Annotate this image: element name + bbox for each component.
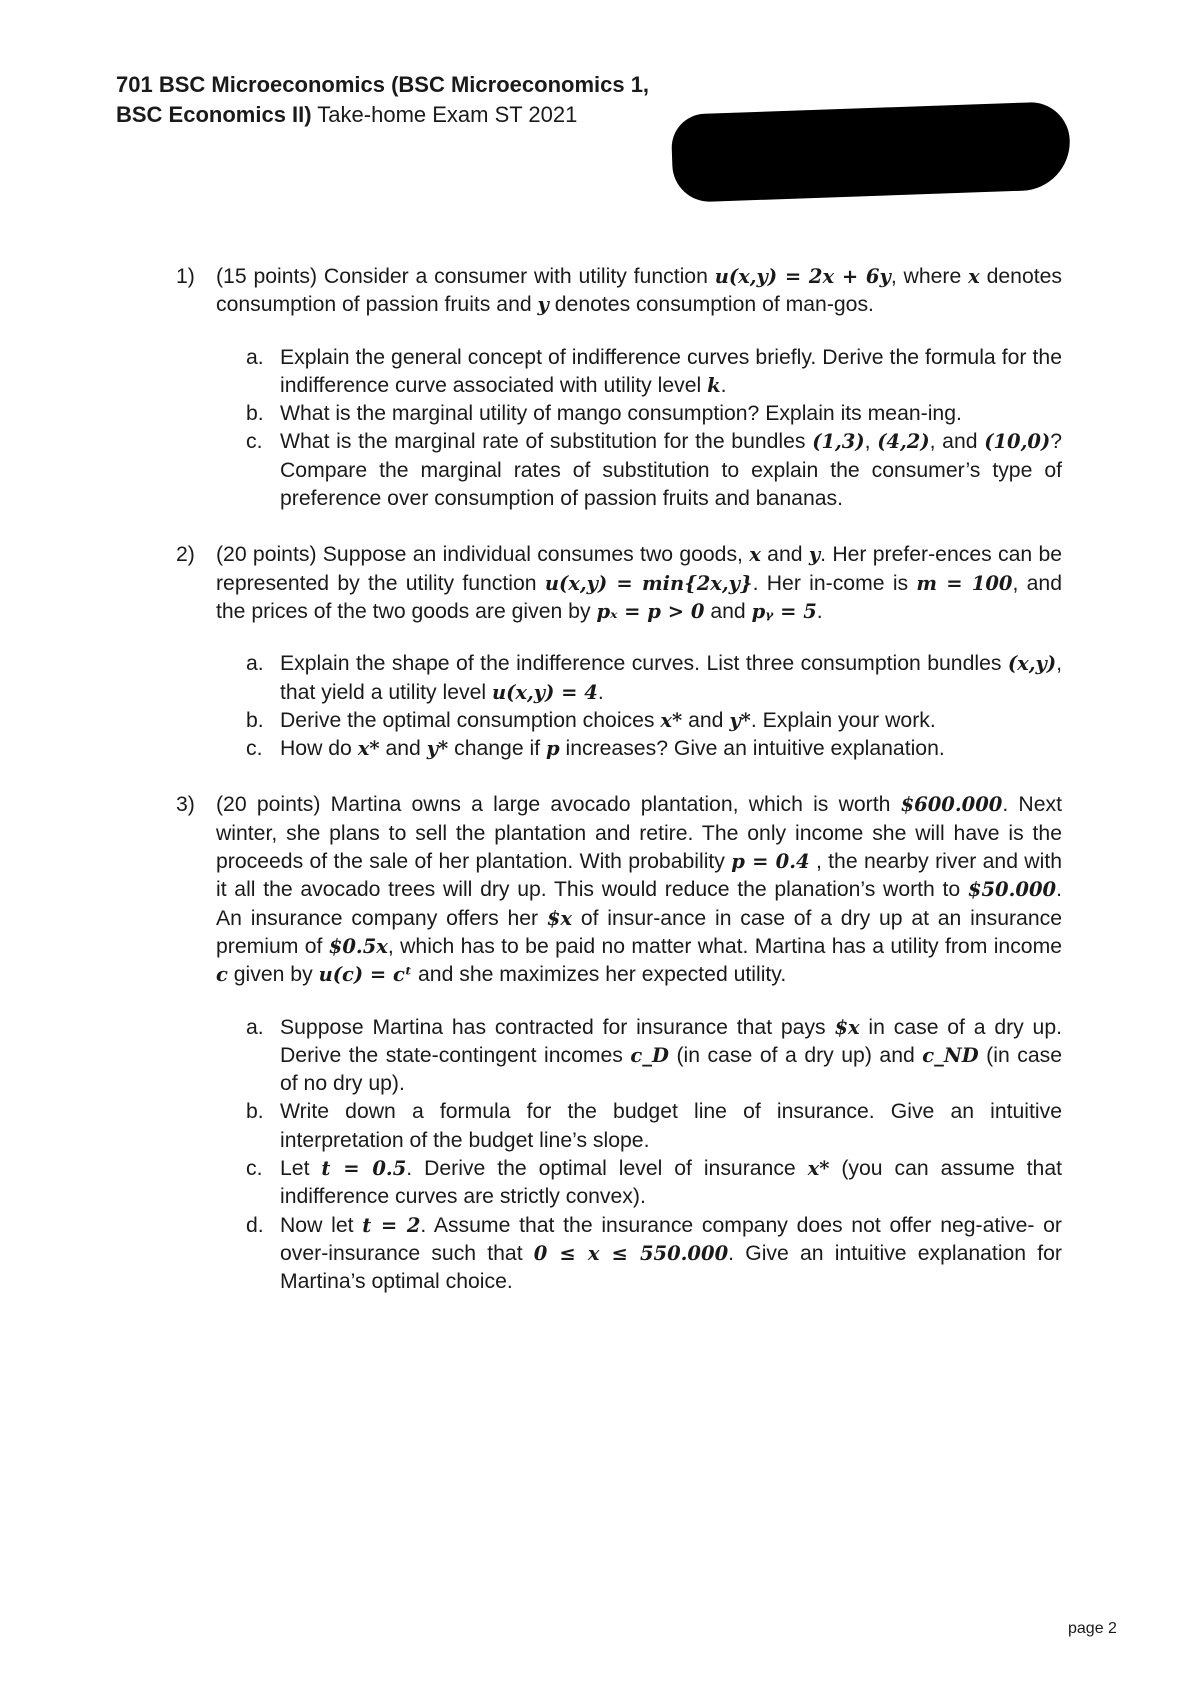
- sub-question-text: [280, 1098, 1062, 1155]
- question-text: [216, 541, 1062, 626]
- question-list: [176, 263, 1062, 1325]
- text-run: (you can assume that indifference curves are strictly convex).: [280, 1157, 1063, 1209]
- sub-question-label: c.: [246, 737, 263, 761]
- text-run: of insur-ance in case of a dry up at an insurance premium of: [216, 906, 1062, 958]
- text-run: Write down a formula for the budget line of insurance. Give an intuitive interpretation of the budget line’s slope.: [280, 1100, 1062, 1152]
- question-number: 1): [176, 265, 195, 288]
- page-number: page 2: [1068, 1620, 1117, 1637]
- math-expression: y*: [729, 708, 751, 732]
- math-expression: x: [968, 265, 980, 288]
- sub-question-text: [280, 344, 1062, 401]
- math-expression: u(x,y) = 4: [491, 680, 598, 704]
- text-run: Explain the shape of the indifference curves. List three consumption bundles: [280, 652, 1008, 676]
- math-expression: 0 ≤ x ≤ 550.000: [533, 1241, 729, 1265]
- question-text: [216, 791, 1062, 989]
- math-expression: $50.000: [967, 878, 1057, 902]
- course-title: 701 BSC Microeconomics (BSC Microeconomics 1,: [116, 72, 650, 97]
- sub-question: [246, 400, 1062, 428]
- sub-question-text: [280, 650, 1062, 707]
- math-expression: u(x,y) = 2x + 6y: [714, 265, 891, 288]
- text-run: , the nearby river and with it all the avocado trees will dry up. This would reduce the planation’s worth to: [216, 850, 1062, 902]
- text-run: , and: [929, 430, 985, 454]
- text-run: . Her in-come is: [752, 571, 917, 595]
- sub-question: [246, 650, 1062, 707]
- math-expression: (1,3): [812, 430, 865, 454]
- math-expression: u(x,y) = min{2x,y}: [544, 571, 753, 595]
- text-run: . Derive the optimal level of insurance: [406, 1157, 808, 1181]
- exam-header: [116, 70, 736, 130]
- sub-question-text: [280, 707, 1062, 735]
- text-run: . Explain your work.: [750, 708, 936, 732]
- sub-question: [246, 1155, 1062, 1212]
- question-number: 3): [176, 793, 195, 817]
- text-run: .: [720, 373, 727, 397]
- text-run: .: [597, 680, 604, 704]
- sub-question-text: [280, 735, 1062, 763]
- text-run: , that yield a utility level: [280, 652, 1062, 704]
- math-expression: $600.000: [900, 793, 1003, 817]
- math-expression: c: [216, 963, 228, 987]
- text-run: What is the marginal utility of mango consumption? Explain its mean-ing.: [280, 402, 962, 426]
- text-run: given by: [227, 963, 319, 987]
- sub-question-text: [280, 1212, 1062, 1297]
- text-run: change if: [448, 737, 546, 761]
- math-expression: p = 0.4: [731, 850, 810, 874]
- math-expression: x*: [660, 708, 683, 732]
- math-expression: c_ND: [922, 1043, 979, 1067]
- text-run: Suppose Martina has contracted for insurance that pays: [280, 1015, 835, 1039]
- sub-question: [246, 1212, 1062, 1297]
- math-expression: u(c) = cᵗ: [318, 963, 413, 987]
- sub-question-label: a.: [246, 1015, 264, 1039]
- math-expression: y: [537, 293, 549, 317]
- sub-question-label: a.: [246, 345, 264, 369]
- text-run: Now let: [280, 1213, 363, 1237]
- course-title-cont: BSC Economics II): [116, 102, 312, 127]
- text-run: and: [704, 599, 752, 623]
- text-run: and: [682, 708, 730, 732]
- question-number: 2): [176, 543, 195, 567]
- math-expression: k: [707, 373, 721, 397]
- text-run: (20 points) Martina owns a large avocado plantation, which is worth: [216, 793, 901, 817]
- sub-question-text: [280, 428, 1062, 513]
- sub-question: [246, 344, 1062, 401]
- text-run: .: [816, 599, 823, 623]
- text-run: Derive the optimal consumption choices: [280, 708, 661, 732]
- text-run: denotes consumption of man-gos.: [548, 293, 874, 317]
- math-expression: t = 2: [362, 1213, 421, 1237]
- math-expression: y: [808, 543, 821, 567]
- text-run: How do: [280, 737, 358, 761]
- redaction-mark: [671, 101, 1072, 203]
- sub-question: [246, 735, 1062, 763]
- math-expression: y*: [426, 737, 449, 761]
- math-expression: pₓ = p > 0: [596, 599, 705, 623]
- text-run: ? Compare the marginal rates of substitution to explain the consumer’s type of preference over consumption of passion fruits and bananas.: [280, 430, 1062, 511]
- math-expression: t = 0.5: [321, 1157, 407, 1181]
- question-3: [176, 791, 1062, 1296]
- question-text: [216, 263, 1062, 320]
- math-expression: (x,y): [1007, 652, 1057, 676]
- math-expression: (10,0): [984, 430, 1051, 454]
- text-run: What is the marginal rate of substitution for the bundles: [280, 430, 813, 454]
- text-run: in case of a dry up. Derive the state-contingent incomes: [280, 1015, 1062, 1067]
- sub-question: [246, 1098, 1062, 1155]
- text-run: ,: [864, 430, 878, 454]
- exam-title: Take-home Exam ST 2021: [311, 102, 578, 127]
- text-run: and: [760, 543, 809, 567]
- question-1: [176, 263, 1062, 513]
- sub-question-text: [280, 1014, 1062, 1099]
- sub-question-text: [280, 1155, 1062, 1212]
- math-expression: pᵧ = 5: [751, 599, 817, 623]
- text-run: and she maximizes her expected utility.: [412, 963, 787, 987]
- text-run: . Next winter, she plans to sell the plantation and retire. The only income she will have is the proceeds of the sale of her plantation. With probability: [216, 793, 1062, 874]
- sub-question: [246, 1014, 1062, 1099]
- math-expression: x: [749, 543, 761, 567]
- math-expression: p: [545, 737, 560, 761]
- math-expression: $x: [834, 1015, 860, 1039]
- text-run: (in case of no dry up).: [280, 1043, 1062, 1096]
- sub-question-text: [280, 400, 1062, 428]
- math-expression: $x: [546, 906, 573, 930]
- text-run: , which has to be paid no matter what. Martina has a utility from income: [387, 934, 1063, 958]
- sub-question-label: b.: [246, 402, 264, 426]
- sub-question: [246, 707, 1062, 735]
- text-run: Let: [280, 1157, 322, 1181]
- text-run: (20 points) Suppose an individual consumes two goods,: [216, 543, 750, 567]
- text-run: , and the prices of the two goods are given by: [216, 571, 1062, 623]
- sub-question-label: b.: [246, 708, 264, 732]
- text-run: (15 points) Consider a consumer with utility function: [216, 265, 715, 288]
- text-run: Explain the general concept of indifference curves briefly. Derive the formula for the indifference curve associated with utility level: [280, 345, 1062, 397]
- sub-question-label: d.: [246, 1213, 264, 1237]
- text-run: . Assume that the insurance company does not offer neg-ative- or over-insurance such that: [280, 1213, 1062, 1265]
- sub-question-label: c.: [246, 430, 263, 454]
- sub-question-label: c.: [246, 1157, 263, 1181]
- text-run: and: [379, 737, 427, 761]
- sub-question-label: b.: [246, 1100, 264, 1124]
- math-expression: $0.5x: [328, 934, 388, 958]
- math-expression: x*: [807, 1157, 830, 1181]
- text-run: increases? Give an intuitive explanation.: [559, 737, 945, 761]
- math-expression: (4,2): [877, 430, 930, 454]
- text-run: . Her prefer-ences can be represented by the utility function: [216, 543, 1063, 595]
- question-2: [176, 541, 1062, 763]
- math-expression: m = 100: [916, 571, 1013, 595]
- text-run: , where: [890, 265, 969, 288]
- text-run: . An insurance company offers her: [216, 878, 1062, 930]
- math-expression: x*: [357, 737, 380, 761]
- text-run: . Give an intuitive explanation for Martina’s optimal choice.: [280, 1241, 1062, 1294]
- text-run: (in case of a dry up) and: [668, 1043, 923, 1067]
- math-expression: c_D: [630, 1043, 669, 1067]
- sub-question-label: a.: [246, 652, 264, 676]
- sub-question: [246, 428, 1062, 513]
- text-run: denotes consumption of passion fruits and: [216, 265, 1062, 317]
